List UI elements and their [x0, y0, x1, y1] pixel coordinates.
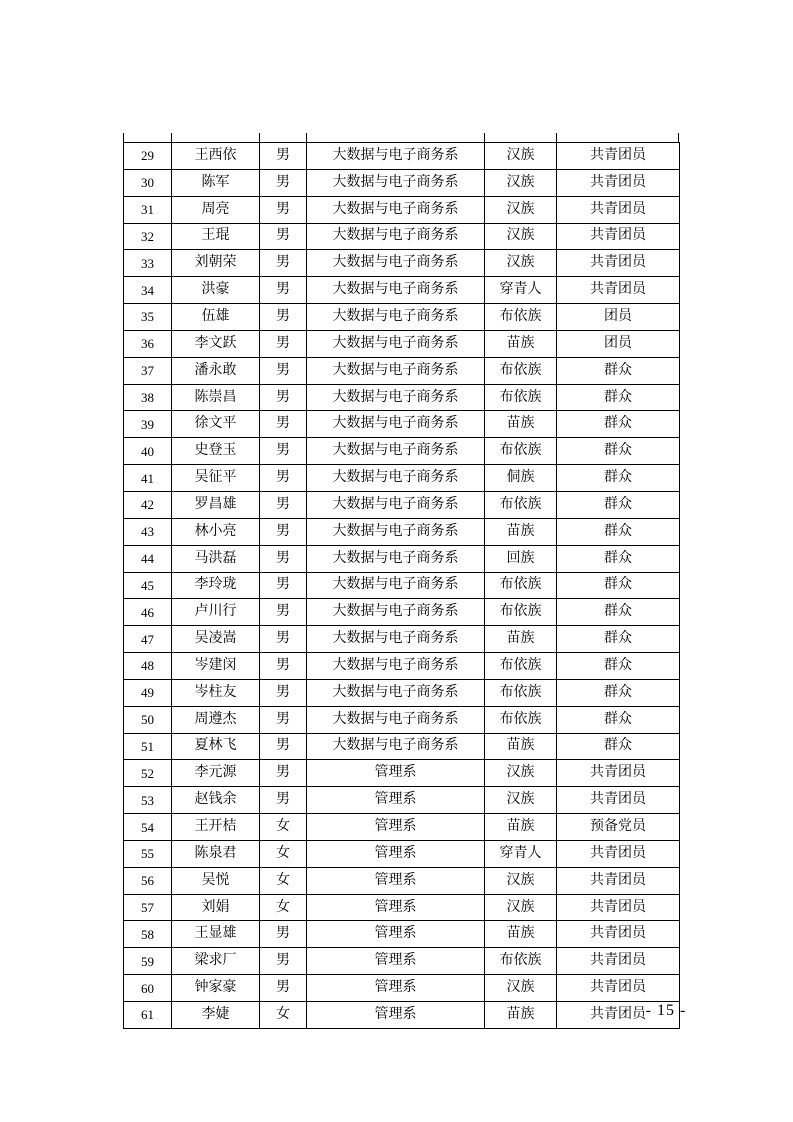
cell-gender: 男 [260, 760, 307, 787]
cell-status: 群众 [557, 733, 680, 760]
cell-gender: 女 [260, 1002, 307, 1029]
cell-ethnicity: 汉族 [485, 169, 557, 196]
cell-ethnicity: 穿青人 [485, 277, 557, 304]
cell-no: 58 [124, 921, 172, 948]
cell-gender: 男 [260, 653, 307, 680]
cell-ethnicity: 汉族 [485, 223, 557, 250]
cell-name: 刘娟 [172, 894, 260, 921]
table-row [124, 894, 680, 921]
cell-no: 38 [124, 384, 172, 411]
cell-gender: 男 [260, 169, 307, 196]
cell-name: 吴征平 [172, 465, 260, 492]
cell-name: 李元源 [172, 760, 260, 787]
cell-name: 李婕 [172, 1002, 260, 1029]
cell-status: 群众 [557, 491, 680, 518]
cell-status: 群众 [557, 411, 680, 438]
cell-department: 大数据与电子商务系 [307, 223, 485, 250]
cell-gender: 男 [260, 787, 307, 814]
cell-department: 管理系 [307, 921, 485, 948]
cell-no: 48 [124, 653, 172, 680]
cell-ethnicity: 汉族 [485, 143, 557, 170]
table-row [124, 787, 680, 814]
cell-name: 赵钱余 [172, 787, 260, 814]
cell-ethnicity: 苗族 [485, 626, 557, 653]
cell-name: 钟家豪 [172, 975, 260, 1002]
cell-department: 管理系 [307, 840, 485, 867]
cell-name: 伍雄 [172, 304, 260, 331]
cell-status: 共青团员 [557, 143, 680, 170]
cell-gender: 女 [260, 814, 307, 841]
table-row [124, 733, 680, 760]
cell-ethnicity: 布依族 [485, 357, 557, 384]
cell-no: 35 [124, 304, 172, 331]
table-row [124, 330, 680, 357]
cell-no: 30 [124, 169, 172, 196]
cell-gender: 男 [260, 411, 307, 438]
table-row [124, 143, 680, 170]
cell-name: 岑建闵 [172, 653, 260, 680]
cell-gender: 男 [260, 304, 307, 331]
cell-no: 41 [124, 465, 172, 492]
cell-gender: 男 [260, 679, 307, 706]
cell-status: 共青团员 [557, 921, 680, 948]
table-row [124, 250, 680, 277]
table-row [124, 760, 680, 787]
cell-name: 周亮 [172, 196, 260, 223]
roster-table [123, 142, 680, 1029]
cell-name: 马洪磊 [172, 545, 260, 572]
cell-name: 周遵杰 [172, 706, 260, 733]
table-row [124, 975, 680, 1002]
cell-department: 大数据与电子商务系 [307, 277, 485, 304]
cell-department: 大数据与电子商务系 [307, 572, 485, 599]
cell-name: 李文跃 [172, 330, 260, 357]
cell-name: 王琨 [172, 223, 260, 250]
cell-gender: 女 [260, 840, 307, 867]
cell-no: 54 [124, 814, 172, 841]
cell-no: 47 [124, 626, 172, 653]
cell-gender: 男 [260, 357, 307, 384]
cell-no: 61 [124, 1002, 172, 1029]
cell-no: 44 [124, 545, 172, 572]
cell-ethnicity: 苗族 [485, 814, 557, 841]
cell-name: 罗昌雄 [172, 491, 260, 518]
cell-gender: 男 [260, 330, 307, 357]
cell-name: 夏林飞 [172, 733, 260, 760]
cell-ethnicity: 汉族 [485, 196, 557, 223]
cell-status: 共青团员 [557, 948, 680, 975]
cell-ethnicity: 穿青人 [485, 840, 557, 867]
cell-ethnicity: 布依族 [485, 706, 557, 733]
cell-status: 团员 [557, 330, 680, 357]
cell-status: 共青团员 [557, 169, 680, 196]
cell-status: 共青团员 [557, 840, 680, 867]
cell-ethnicity: 汉族 [485, 975, 557, 1002]
cell-department: 大数据与电子商务系 [307, 679, 485, 706]
cell-gender: 男 [260, 143, 307, 170]
cell-gender: 男 [260, 223, 307, 250]
cell-no: 59 [124, 948, 172, 975]
cell-status: 群众 [557, 679, 680, 706]
cell-no: 49 [124, 679, 172, 706]
cell-gender: 男 [260, 948, 307, 975]
cell-name: 王显雄 [172, 921, 260, 948]
table-row [124, 814, 680, 841]
cell-ethnicity: 布依族 [485, 599, 557, 626]
cell-no: 37 [124, 357, 172, 384]
cell-no: 40 [124, 438, 172, 465]
cell-name: 刘朝荣 [172, 250, 260, 277]
cell-ethnicity: 布依族 [485, 679, 557, 706]
cell-department: 大数据与电子商务系 [307, 143, 485, 170]
cell-status: 预备党员 [557, 814, 680, 841]
cell-ethnicity: 苗族 [485, 411, 557, 438]
cell-name: 林小亮 [172, 518, 260, 545]
cell-department: 大数据与电子商务系 [307, 411, 485, 438]
cell-no: 34 [124, 277, 172, 304]
cell-no: 29 [124, 143, 172, 170]
cell-department: 大数据与电子商务系 [307, 196, 485, 223]
cell-gender: 男 [260, 465, 307, 492]
cell-department: 管理系 [307, 814, 485, 841]
cell-department: 大数据与电子商务系 [307, 599, 485, 626]
cell-department: 管理系 [307, 760, 485, 787]
cell-name: 卢川行 [172, 599, 260, 626]
cell-gender: 男 [260, 733, 307, 760]
cell-ethnicity: 回族 [485, 545, 557, 572]
cell-gender: 男 [260, 384, 307, 411]
cell-status: 群众 [557, 518, 680, 545]
cell-status: 群众 [557, 626, 680, 653]
table-row [124, 679, 680, 706]
cell-gender: 男 [260, 706, 307, 733]
cell-no: 57 [124, 894, 172, 921]
cell-status: 团员 [557, 304, 680, 331]
cell-gender: 男 [260, 626, 307, 653]
cell-ethnicity: 侗族 [485, 465, 557, 492]
cell-status: 共青团员 [557, 975, 680, 1002]
cell-no: 45 [124, 572, 172, 599]
table-row [124, 465, 680, 492]
cell-ethnicity: 布依族 [485, 438, 557, 465]
table-row [124, 1002, 680, 1029]
cell-ethnicity: 汉族 [485, 250, 557, 277]
cell-department: 大数据与电子商务系 [307, 706, 485, 733]
cell-department: 管理系 [307, 894, 485, 921]
cell-status: 共青团员 [557, 277, 680, 304]
cell-department: 大数据与电子商务系 [307, 465, 485, 492]
cell-gender: 男 [260, 572, 307, 599]
table-row [124, 411, 680, 438]
cell-ethnicity: 汉族 [485, 867, 557, 894]
cell-name: 吴凌嵩 [172, 626, 260, 653]
table-row [124, 277, 680, 304]
cell-name: 王西依 [172, 143, 260, 170]
cell-status: 群众 [557, 545, 680, 572]
cell-department: 大数据与电子商务系 [307, 518, 485, 545]
cell-status: 共青团员 [557, 1002, 680, 1029]
cell-department: 大数据与电子商务系 [307, 438, 485, 465]
cell-ethnicity: 汉族 [485, 894, 557, 921]
table-border-stub [259, 133, 260, 142]
cell-department: 大数据与电子商务系 [307, 733, 485, 760]
cell-name: 陈泉君 [172, 840, 260, 867]
cell-ethnicity: 苗族 [485, 330, 557, 357]
table-row [124, 357, 680, 384]
cell-status: 共青团员 [557, 867, 680, 894]
cell-no: 42 [124, 491, 172, 518]
cell-status: 群众 [557, 572, 680, 599]
cell-gender: 男 [260, 921, 307, 948]
table-row [124, 921, 680, 948]
cell-department: 大数据与电子商务系 [307, 330, 485, 357]
table-row [124, 840, 680, 867]
table-row [124, 384, 680, 411]
cell-status: 群众 [557, 653, 680, 680]
table-border-stub [484, 133, 485, 142]
cell-status: 共青团员 [557, 787, 680, 814]
cell-ethnicity: 布依族 [485, 491, 557, 518]
cell-ethnicity: 布依族 [485, 948, 557, 975]
table-row [124, 438, 680, 465]
table-border-stub [123, 133, 124, 142]
cell-no: 39 [124, 411, 172, 438]
cell-name: 史登玉 [172, 438, 260, 465]
table-row [124, 518, 680, 545]
cell-name: 王开桔 [172, 814, 260, 841]
cell-status: 群众 [557, 599, 680, 626]
table-border-stub [171, 133, 172, 142]
cell-name: 陈军 [172, 169, 260, 196]
table-row [124, 169, 680, 196]
cell-status: 群众 [557, 438, 680, 465]
table-border-stub [678, 133, 679, 142]
cell-gender: 男 [260, 599, 307, 626]
table-row [124, 491, 680, 518]
cell-name: 潘永敢 [172, 357, 260, 384]
cell-ethnicity: 布依族 [485, 653, 557, 680]
cell-no: 43 [124, 518, 172, 545]
cell-status: 共青团员 [557, 223, 680, 250]
cell-name: 洪豪 [172, 277, 260, 304]
cell-gender: 男 [260, 518, 307, 545]
cell-ethnicity: 苗族 [485, 518, 557, 545]
table-row [124, 653, 680, 680]
table-row [124, 599, 680, 626]
cell-department: 大数据与电子商务系 [307, 545, 485, 572]
table-row [124, 626, 680, 653]
cell-status: 群众 [557, 465, 680, 492]
cell-department: 大数据与电子商务系 [307, 169, 485, 196]
page-number: - 15 - [645, 1002, 687, 1019]
cell-gender: 男 [260, 545, 307, 572]
cell-gender: 女 [260, 867, 307, 894]
table-row [124, 706, 680, 733]
cell-ethnicity: 苗族 [485, 921, 557, 948]
cell-department: 管理系 [307, 787, 485, 814]
cell-no: 51 [124, 733, 172, 760]
cell-status: 共青团员 [557, 894, 680, 921]
cell-no: 32 [124, 223, 172, 250]
cell-no: 52 [124, 760, 172, 787]
table-row [124, 196, 680, 223]
cell-department: 大数据与电子商务系 [307, 626, 485, 653]
cell-status: 群众 [557, 706, 680, 733]
cell-name: 李玲珑 [172, 572, 260, 599]
cell-no: 33 [124, 250, 172, 277]
cell-department: 管理系 [307, 948, 485, 975]
cell-department: 大数据与电子商务系 [307, 491, 485, 518]
cell-name: 吴悦 [172, 867, 260, 894]
cell-department: 管理系 [307, 975, 485, 1002]
cell-gender: 男 [260, 196, 307, 223]
cell-ethnicity: 布依族 [485, 384, 557, 411]
cell-no: 55 [124, 840, 172, 867]
table-row [124, 304, 680, 331]
cell-status: 群众 [557, 384, 680, 411]
cell-gender: 男 [260, 491, 307, 518]
cell-no: 50 [124, 706, 172, 733]
cell-no: 36 [124, 330, 172, 357]
table-row [124, 867, 680, 894]
cell-ethnicity: 汉族 [485, 760, 557, 787]
table-border-stub [306, 133, 307, 142]
cell-ethnicity: 布依族 [485, 304, 557, 331]
cell-ethnicity: 汉族 [485, 787, 557, 814]
cell-department: 管理系 [307, 1002, 485, 1029]
cell-department: 大数据与电子商务系 [307, 357, 485, 384]
cell-status: 共青团员 [557, 196, 680, 223]
cell-no: 56 [124, 867, 172, 894]
cell-no: 31 [124, 196, 172, 223]
table-row [124, 545, 680, 572]
cell-ethnicity: 苗族 [485, 733, 557, 760]
table-row [124, 572, 680, 599]
cell-no: 60 [124, 975, 172, 1002]
cell-name: 陈崇昌 [172, 384, 260, 411]
cell-department: 管理系 [307, 867, 485, 894]
cell-gender: 女 [260, 894, 307, 921]
cell-gender: 男 [260, 438, 307, 465]
cell-gender: 男 [260, 277, 307, 304]
table-row [124, 223, 680, 250]
cell-status: 群众 [557, 357, 680, 384]
cell-ethnicity: 苗族 [485, 1002, 557, 1029]
table-border-stub [556, 133, 557, 142]
cell-no: 46 [124, 599, 172, 626]
cell-department: 大数据与电子商务系 [307, 304, 485, 331]
cell-status: 共青团员 [557, 760, 680, 787]
cell-status: 共青团员 [557, 250, 680, 277]
cell-gender: 男 [260, 250, 307, 277]
roster-table-body [124, 143, 680, 1029]
cell-name: 徐文平 [172, 411, 260, 438]
cell-department: 大数据与电子商务系 [307, 653, 485, 680]
cell-name: 岑柱友 [172, 679, 260, 706]
cell-gender: 男 [260, 975, 307, 1002]
cell-name: 梁求厂 [172, 948, 260, 975]
cell-department: 大数据与电子商务系 [307, 384, 485, 411]
cell-ethnicity: 布依族 [485, 572, 557, 599]
table-row [124, 948, 680, 975]
cell-no: 53 [124, 787, 172, 814]
cell-department: 大数据与电子商务系 [307, 250, 485, 277]
